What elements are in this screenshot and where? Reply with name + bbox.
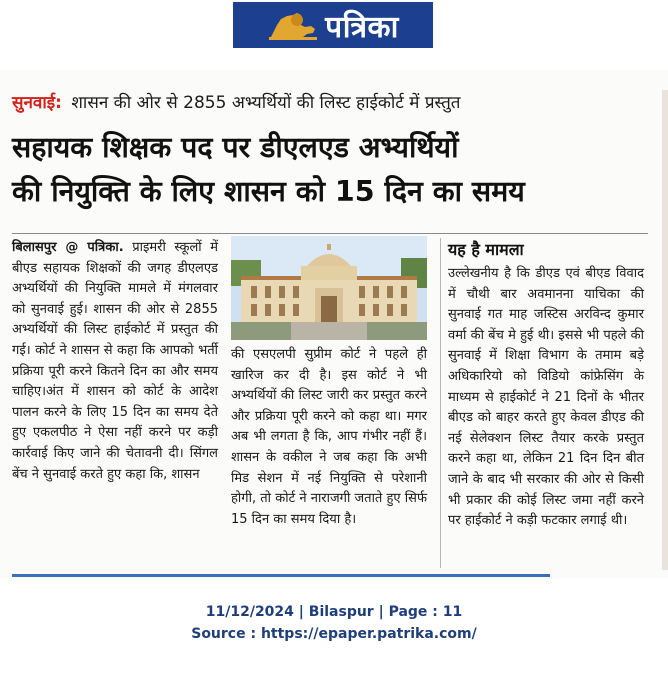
clipping-bottom-rule bbox=[12, 574, 550, 577]
high-court-building-photo bbox=[231, 236, 427, 340]
kicker bbox=[12, 90, 461, 113]
lion-emblem-icon bbox=[267, 7, 319, 43]
headline-line-1: सहायक शिक्षक पद पर डीएलएड अभ्यर्थियों bbox=[12, 131, 459, 164]
body-text-2: की एसएलपी सुप्रीम कोर्ट ने पहले ही खारिज कर दी है। इस कोर्ट ने भी अभ्यर्थियों की लिस्ट जारी कर प्रस्तुत करने और प्रक्रिया पूरी करने को कहा था। मगर अब भी लगता है कि, आप गंभीर नहीं हैं। शासन के वकील ने जब कहा कि अभी मिड सेशन में नई नियुक्ति से परेशानी होगी, तो कोर्ट ने नाराजगी जताते हुए सिर्फ 15 दिन का समय दिया है। bbox=[231, 347, 427, 527]
kicker-separator: : bbox=[55, 93, 62, 113]
body-text-1: प्राइमरी स्कूलों में बीएड सहायक शिक्षकों की जगह डीएलएड अभ्यर्थियों की नियुक्ति मामले में मंगलवार को सुनवाई हुई। शासन की ओर से 2855 अभ्यर्थियों की लिस्ट हाईकोर्ट में प्रस्तुत की गई। कोर्ट ने शासन से कहा कि आपको भर्ती प्रक्रिया पूरी करने कितने दिन का और समय चाहिए।अंत में शासन को कोर्ट के आदेश पालन करने के लिए 15 दिन का समय देते हुए एकलपीठ ने ऐसा नहीं करने पर कड़ी कार्रवाई किए जाने की चेतावनी दी। सिंगल बेंच ने सुनवाई करते हुए कहा कि, शासन bbox=[12, 240, 219, 482]
sidebar-title: यह है मामला bbox=[448, 240, 524, 259]
brand-name: पत्रिका bbox=[325, 9, 399, 45]
publication-date-line: 11/12/2024 | Bilaspur | Page : 11 bbox=[205, 604, 463, 620]
headline bbox=[12, 126, 642, 214]
masthead bbox=[233, 2, 433, 48]
dateline: बिलासपुर @ पत्रिका. bbox=[12, 240, 124, 255]
source-line: Source : https://epaper.patrika.com/ bbox=[191, 626, 477, 642]
kicker-text: शासन की ओर से 2855 अभ्यर्थियों की लिस्ट हाईकोर्ट में प्रस्तुत bbox=[71, 93, 461, 113]
headline-divider bbox=[12, 233, 648, 234]
body-column-2 bbox=[231, 345, 427, 530]
kicker-label: सुनवाई bbox=[12, 93, 56, 113]
body-column-1 bbox=[12, 238, 218, 485]
column-divider bbox=[440, 238, 441, 568]
news-clipping bbox=[0, 70, 668, 578]
body-column-3 bbox=[448, 264, 644, 532]
body-text-3: उल्लेखनीय है कि डीएड एवं बीएड विवाद में चौथी बार अवमानना याचिका की सुनवाई गत माह जस्टिस अरविन्द कुमार वर्मा की बेंच मे हुई थी। इससे भी पहले की सुनवाई में शिक्षा विभाग के तमाम बड़े अधिकारियो को विडियो कांफ्रेसिंग के माध्यम से हाईकोर्ट ने 21 दिनों के भीतर बीएड को बाहर करते हुए केवल डीएड की नई सेलेक्शन लिस्ट तैयार करके प्रस्तुत करने कहा था, लेकिन 21 दिन दिन बीत जाने के बाद भी सरकार की ओर से किसी भी प्रकार की कोई लिस्ट जमा नहीं करने पर हाईकोर्ट ने कड़ी फटकार लगाई थी। bbox=[448, 266, 644, 529]
headline-line-2: की नियुक्ति के लिए शासन को 15 दिन का समय bbox=[12, 175, 525, 208]
page-edge bbox=[662, 90, 668, 570]
